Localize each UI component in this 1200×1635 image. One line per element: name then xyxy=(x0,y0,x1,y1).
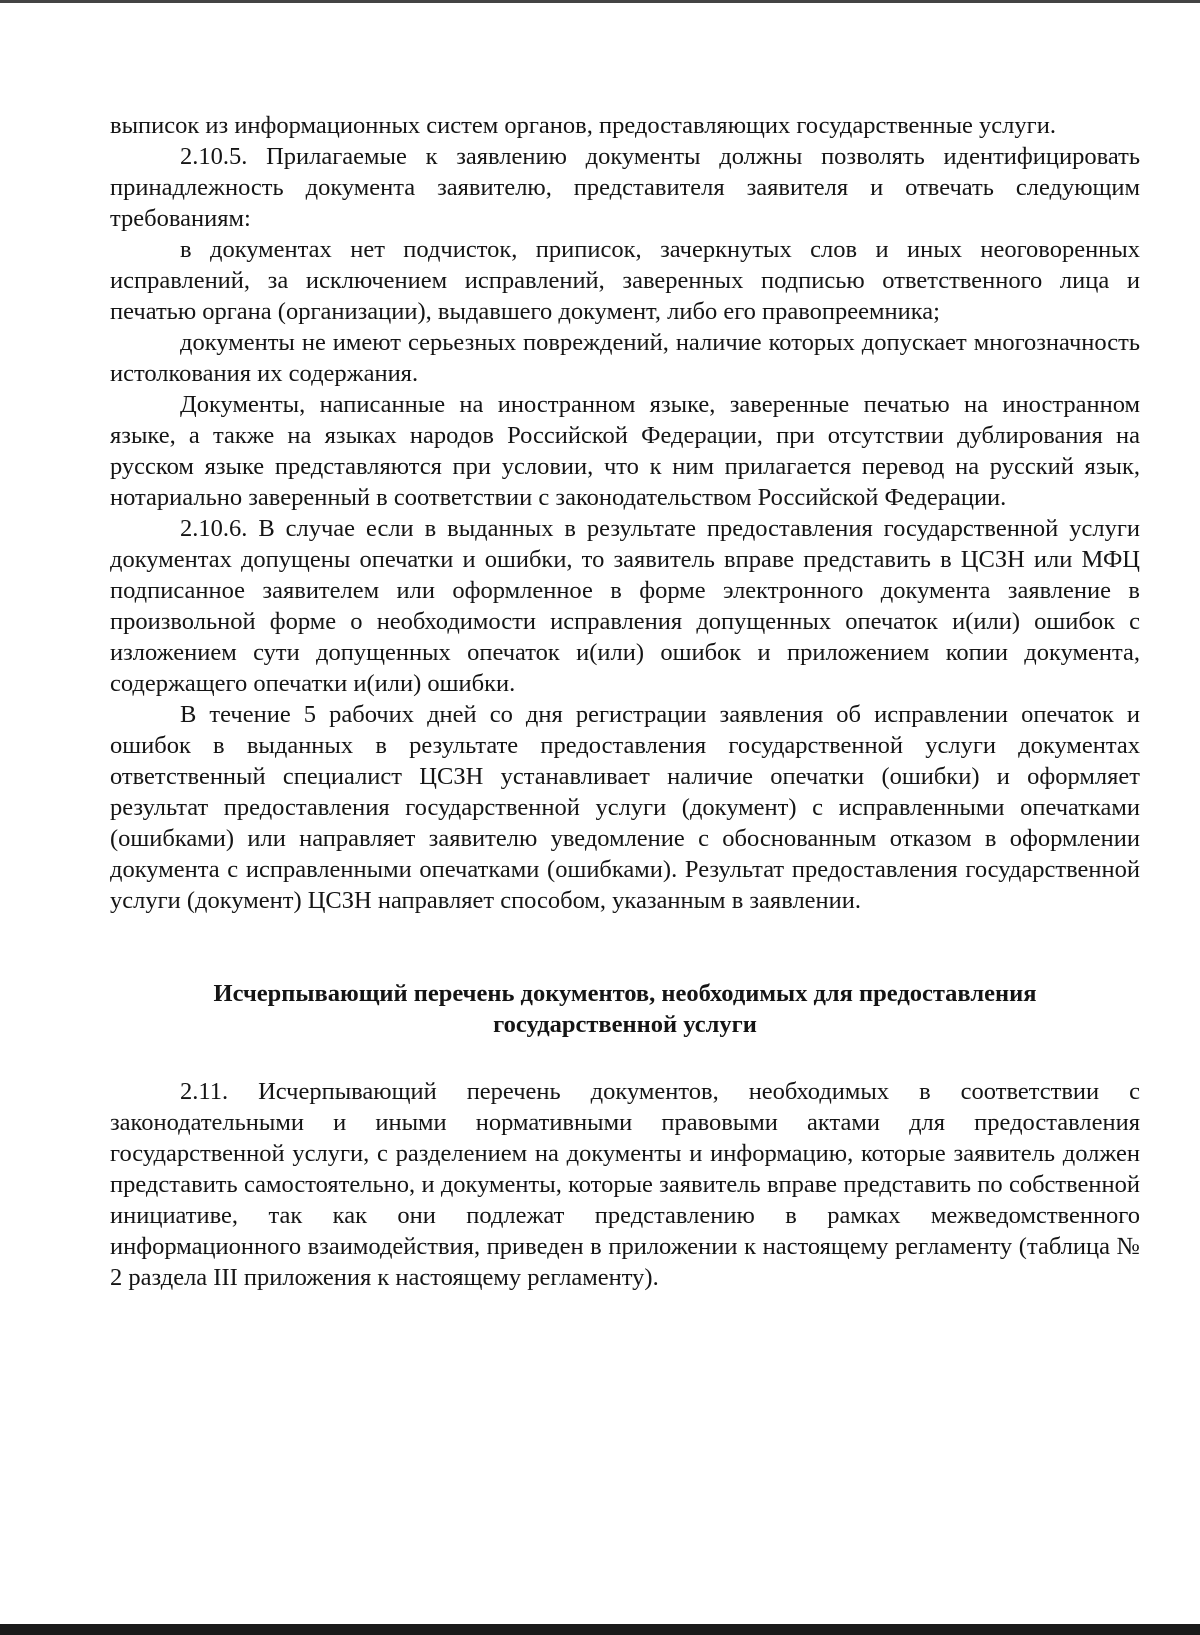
section-heading-line-1: Исчерпывающий перечень документов, необходимых для предоставления xyxy=(213,980,1037,1007)
paragraph-2-11: 2.11. Исчерпывающий перечень документов, необходимых в соответствии с законодательными и иными нормативными правовыми актами для предоставления государственной услуги, с разделением на документы и информацию, которые заявитель должен представить самостоятельно, и документы, которые заявитель вправе представить по собственной инициативе, так как они подлежат представлению в рамках межведомственного информационного взаимодействия, приведен в приложении к настоящему регламенту (таблица № 2 раздела III приложения к настоящему регламенту). xyxy=(110,1078,1140,1291)
document-body xyxy=(110,110,1140,1293)
paragraph-2-10-6: 2.10.6. В случае если в выданных в результате предоставления государственной услуги документах допущены опечатки и ошибки, то заявитель вправе представить в ЦСЗН или МФЦ подписанное заявителем или оформленное в форме электронного документа заявление в произвольной форме о необходимости исправления допущенных опечаток и(или) ошибок с изложением сути допущенных опечаток и(или) ошибок и приложением копии документа, содержащего опечатки и(или) ошибки. xyxy=(110,515,1140,697)
paragraph-2-10-5: 2.10.5. Прилагаемые к заявлению документы должны позволять идентифицировать принадлежность документа заявителю, представителя заявителя и отвечать следующим требованиям: xyxy=(110,143,1140,232)
scan-edge-top xyxy=(0,0,1200,3)
paragraph-requirement-1: в документах нет подчисток, приписок, зачеркнутых слов и иных неоговоренных исправлений, за исключением исправлений, заверенных подписью ответственного лица и печатью органа (организации), выдавшего документ, либо его правопреемника; xyxy=(110,236,1140,325)
spacer xyxy=(110,1040,1140,1076)
section-heading-line-2: государственной услуги xyxy=(493,1011,757,1038)
paragraph-requirement-2: документы не имеют серьезных повреждений, наличие которых допускает многозначность истолкования их содержания. xyxy=(110,329,1140,387)
paragraph-continuation: выписок из информационных систем органов, предоставляющих государственные услуги. xyxy=(110,112,1056,139)
paragraph-correction-term: В течение 5 рабочих дней со дня регистрации заявления об исправлении опечаток и ошибок в выданных в результате предоставления государственной услуги документах ответственный специалист ЦСЗН устанавливает наличие опечатки (ошибки) и оформляет результат предоставления государственной услуги (документ) с исправленными опечатками (ошибками) или направляет заявителю уведомление с обоснованным отказом в оформлении документа с исправленными опечатками (ошибками). Результат предоставления государственной услуги (документ) ЦСЗН направляет способом, указанным в заявлении. xyxy=(110,701,1140,914)
scan-edge-bottom xyxy=(0,1624,1200,1635)
paragraph-foreign-documents: Документы, написанные на иностранном языке, заверенные печатью на иностранном языке, а также на языках народов Российской Федерации, при отсутствии дублирования на русском языке представляются при условии, что к ним прилагается перевод на русский язык, нотариально заверенный в соответствии с законодательством Российской Федерации. xyxy=(110,391,1140,511)
spacer xyxy=(110,916,1140,978)
